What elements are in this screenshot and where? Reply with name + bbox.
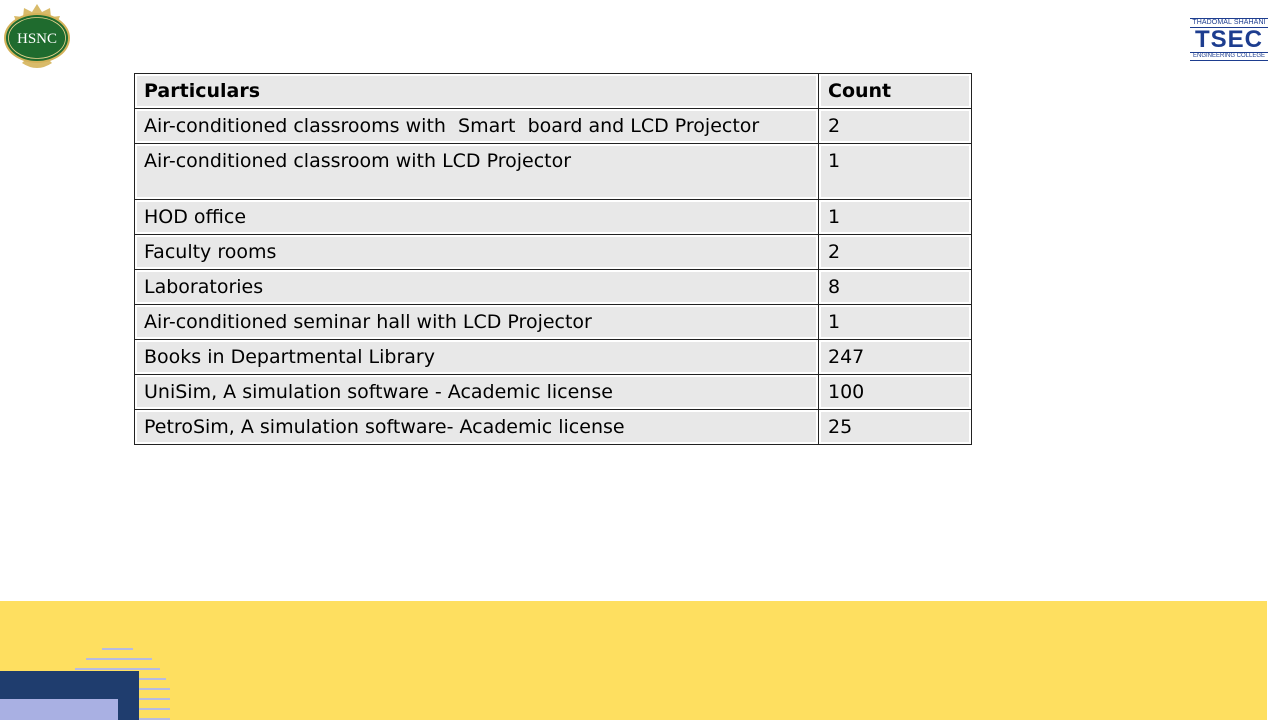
cell-particulars: Air-conditioned seminar hall with LCD Projector	[135, 305, 819, 340]
cell-particulars: PetroSim, A simulation software- Academic license	[135, 410, 819, 445]
tsec-logo-sub-text: ENGINEERING COLLEGE	[1192, 53, 1266, 59]
facilities-table	[134, 73, 972, 445]
table-row	[135, 235, 972, 270]
cell-particulars: Books in Departmental Library	[135, 340, 819, 375]
cell-particulars: Air-conditioned classrooms with Smart board and LCD Projector	[135, 109, 819, 144]
tsec-logo-top-text: THADOMAL SHAHANI	[1192, 19, 1266, 26]
cell-count: 2	[819, 109, 972, 144]
hsnc-seal-icon	[2, 3, 72, 73]
cell-particulars: UniSim, A simulation software - Academic license	[135, 375, 819, 410]
cell-count: 2	[819, 235, 972, 270]
cell-count: 25	[819, 410, 972, 445]
table-row	[135, 270, 972, 305]
cell-count: 100	[819, 375, 972, 410]
footer-band	[0, 601, 1267, 720]
table-row	[135, 340, 972, 375]
tsec-logo-brand: TSEC	[1194, 26, 1263, 53]
cell-count: 1	[819, 305, 972, 340]
header-count: Count	[819, 74, 972, 109]
cell-count: 1	[819, 200, 972, 235]
tsec-logo-bottom-rule	[1190, 60, 1268, 61]
table-header-row	[135, 74, 972, 109]
table-row	[135, 200, 972, 235]
cell-particulars: Faculty rooms	[135, 235, 819, 270]
corner-decoration-icon	[0, 640, 180, 720]
table-row	[135, 109, 972, 144]
table-row	[135, 375, 972, 410]
cell-particulars: Air-conditioned classroom with LCD Projector	[135, 144, 819, 200]
table-row	[135, 305, 972, 340]
table-row	[135, 144, 972, 200]
cell-count: 1	[819, 144, 972, 200]
cell-particulars: HOD office	[135, 200, 819, 235]
header-particulars: Particulars	[135, 74, 819, 109]
cell-particulars: Laboratories	[135, 270, 819, 305]
hsnc-logo	[2, 3, 72, 73]
cell-count: 8	[819, 270, 972, 305]
hsnc-logo-text: HSNC	[16, 31, 58, 47]
tsec-logo	[1190, 18, 1268, 68]
cell-count: 247	[819, 340, 972, 375]
table-row	[135, 410, 972, 445]
